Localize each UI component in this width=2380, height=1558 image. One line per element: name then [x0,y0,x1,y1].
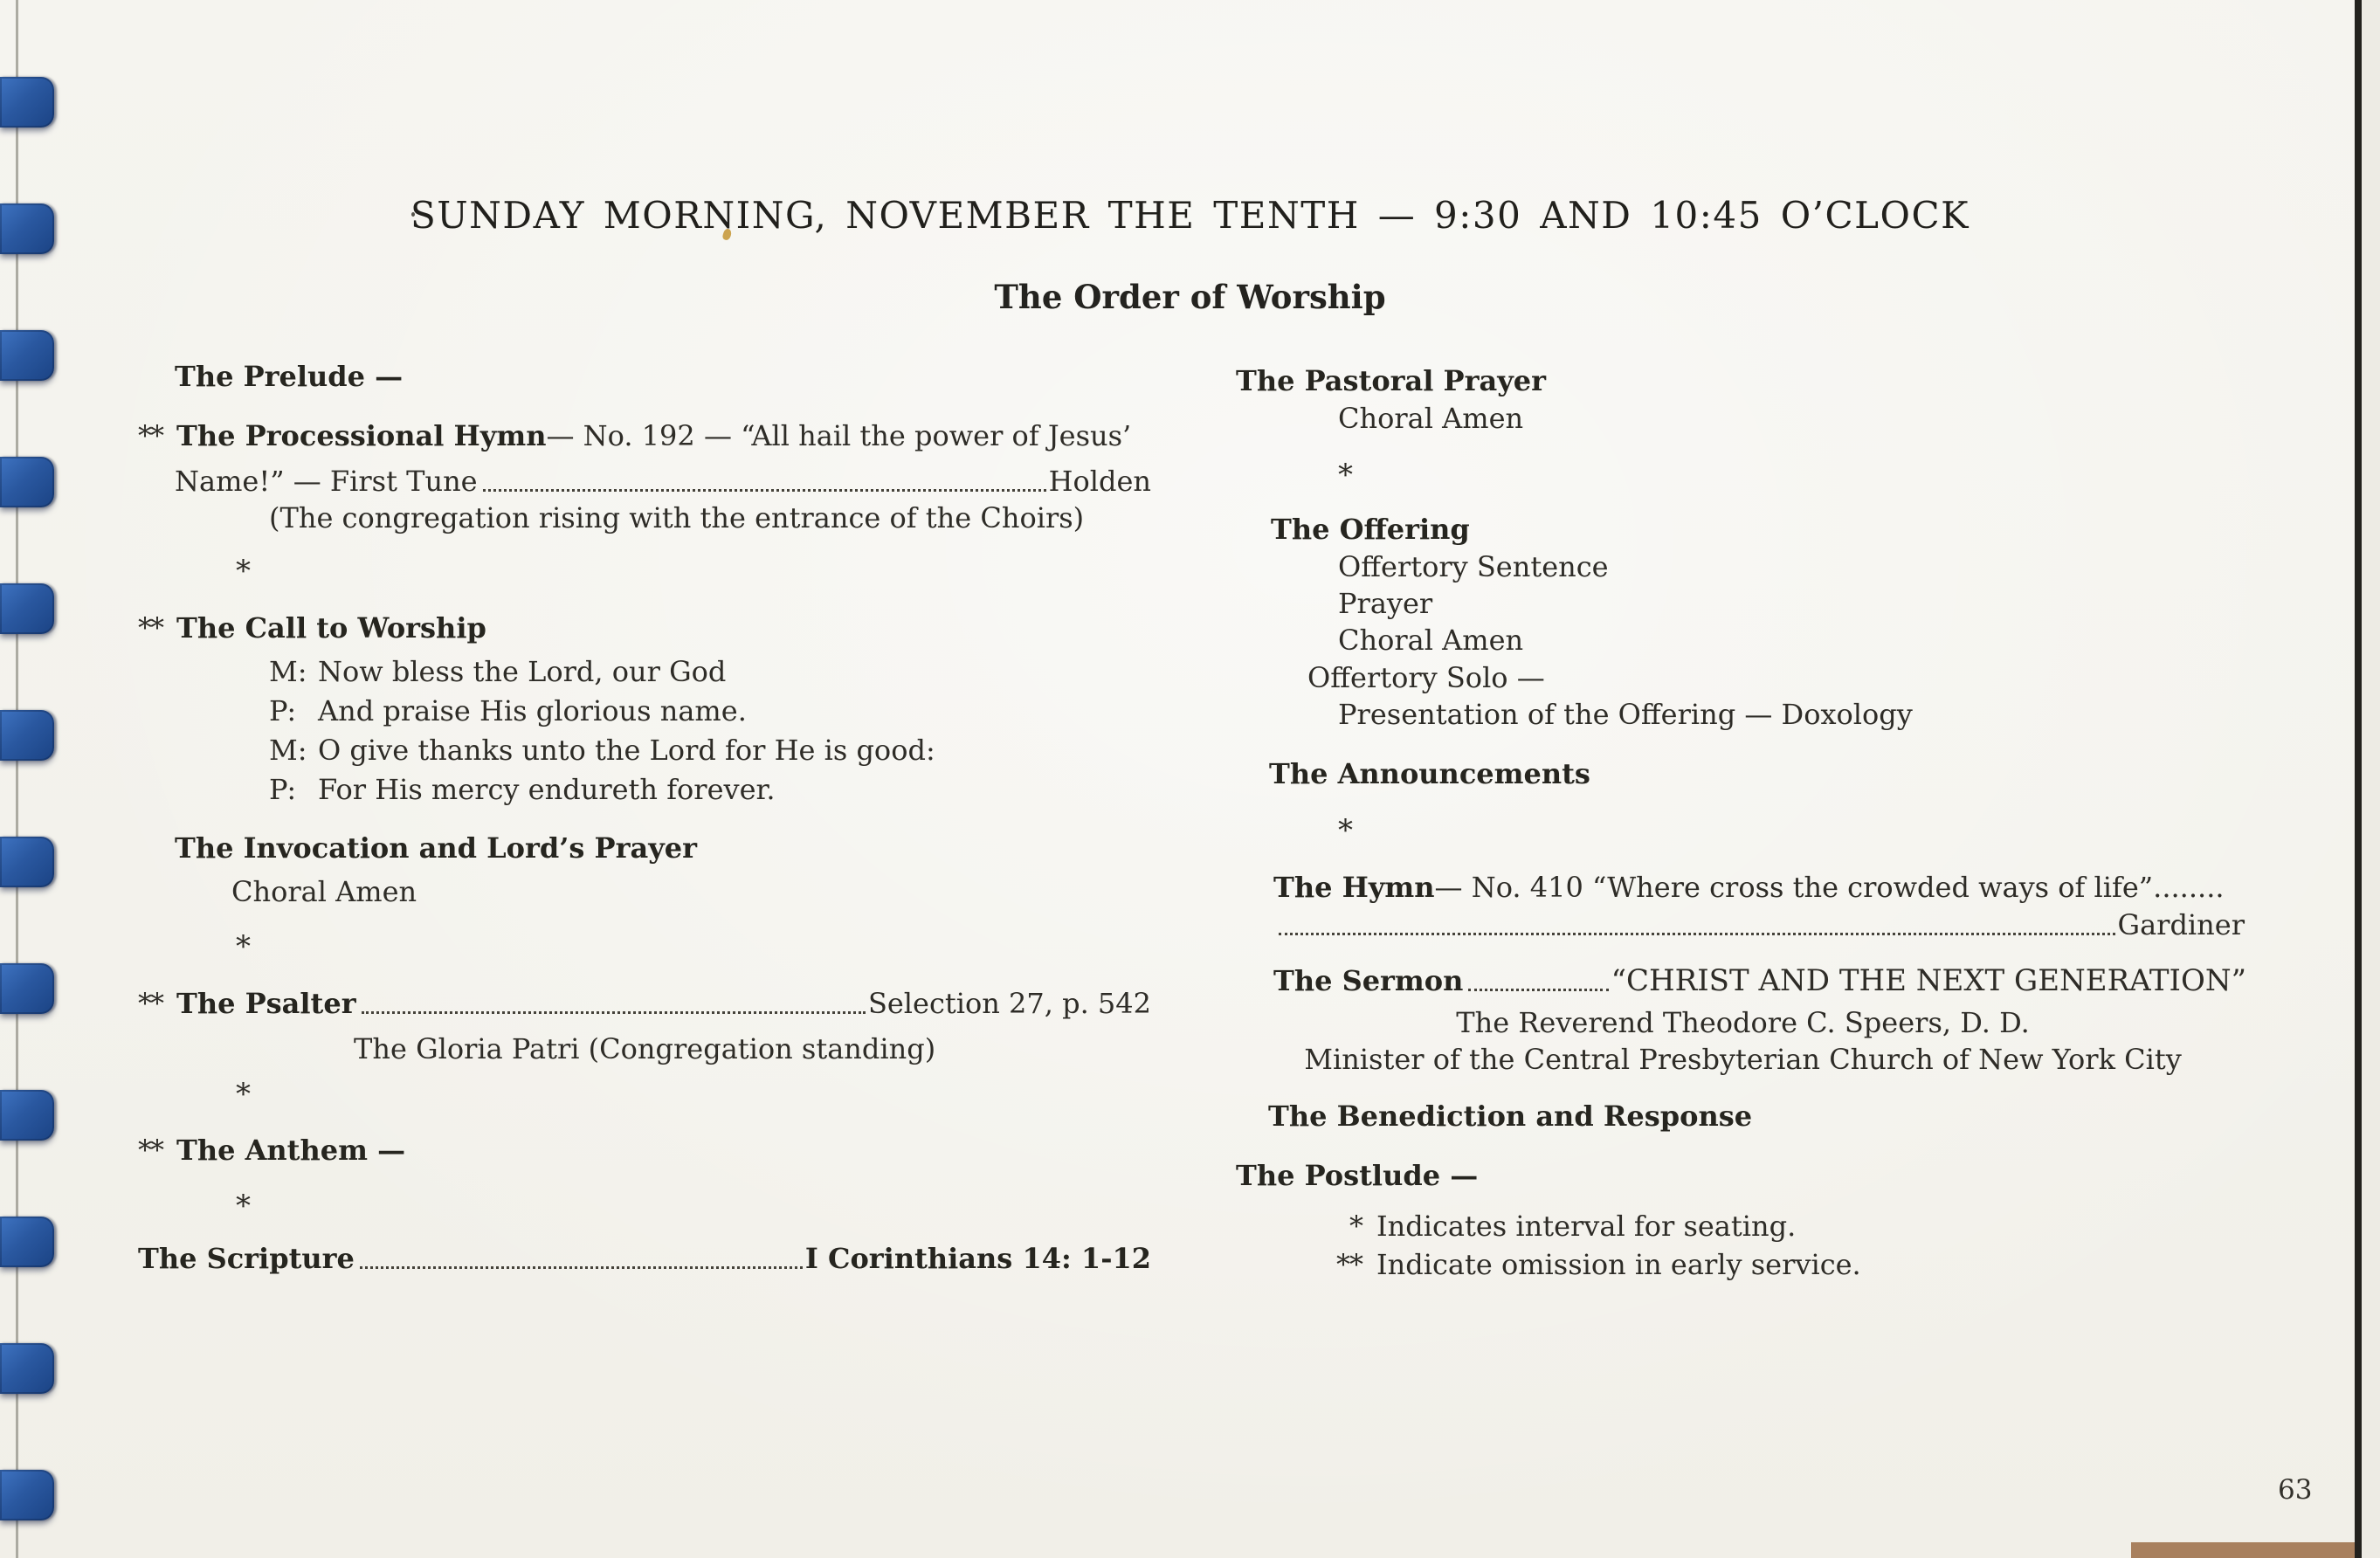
footnote-text: Indicates interval for seating. [1376,1210,1797,1243]
interval-marker: * [236,554,251,589]
dot-leader [1279,933,2115,935]
psalter-heading: The Psalter [176,987,356,1020]
sermon-title: “CHRIST AND THE NEXT GENERATION” [1611,963,2246,998]
postlude-heading: The Postlude — [1236,1159,1479,1192]
responsive-line [269,771,776,808]
processional-hymn-continuation [175,463,1151,500]
omission-marker: ** [138,611,162,645]
sermon-heading: The Sermon [1273,964,1464,997]
offering-item: Choral Amen [1338,624,1524,657]
footnote-marker: ** [1336,1248,1362,1281]
processional-hymn-heading: The Processional Hymn [176,419,547,452]
anthem-line [138,1132,405,1168]
footnote [1317,1208,1796,1244]
responsive-text: O give thanks unto the Lord for He is good: [318,734,935,767]
anthem-heading: The Anthem — [176,1134,406,1167]
dot-leader [1468,989,1608,991]
dot-leader [362,1011,866,1014]
binding-tooth [0,1343,54,1394]
scan-bottom-edge [2131,1542,2355,1558]
call-to-worship-line [138,610,486,646]
psalter-line [138,985,1151,1022]
scripture-line [138,1240,1151,1277]
announcements-heading: The Announcements [1269,757,1590,790]
hymn-composer: Holden [1048,465,1151,498]
hymn-line [1273,869,2246,906]
interval-marker: * [236,1189,251,1224]
binding-tooth [0,330,54,381]
pastoral-prayer-heading: The Pastoral Prayer [1236,364,1547,397]
sermon-minister: Minister of the Central Presbyterian Church of New York City [1304,1043,2182,1076]
interval-marker: * [1338,813,1353,848]
responsive-line [269,732,935,769]
footnote-marker: * [1349,1210,1362,1243]
interval-marker: * [1338,458,1353,493]
interval-marker: * [236,929,251,964]
gloria-patri-note: The Gloria Patri (Congregation standing) [354,1032,936,1065]
service-title: SUNDAY MORNING, NOVEMBER THE TENTH — 9:30 AND 10:45 O’CLOCK [410,194,1970,237]
order-of-worship-heading: The Order of Worship [994,278,1386,316]
offertory-solo: Offertory Solo — [1307,661,1545,694]
footnote-text: Indicate omission in early service. [1376,1248,1861,1281]
binding-tooth [0,1470,54,1520]
hymn-composer: Gardiner [2117,908,2245,941]
speaker-label: M: [269,655,307,688]
speaker-label: M: [269,734,307,767]
call-to-worship-heading: The Call to Worship [176,611,486,645]
binding-tooth [0,583,54,634]
footnote [1317,1246,1861,1283]
speaker-label: P: [269,694,297,727]
dot-leader [360,1266,803,1269]
scripture-heading: The Scripture [138,1242,355,1275]
omission-marker: ** [138,1134,162,1167]
hymn-detail: — No. 410 “Where cross the crowded ways of life”........ [1434,871,2225,904]
presentation-of-offering: Presentation of the Offering — Doxology [1338,698,1913,731]
responsive-line [269,653,726,690]
hymn-composer-line [1273,907,2245,943]
responsive-text: And praise His glorious name. [318,694,747,727]
responsive-text: For His mercy endureth forever. [318,773,776,806]
binding-tooth [0,1090,54,1141]
invocation-heading: The Invocation and Lord’s Prayer [175,831,698,865]
prelude-heading: The Prelude — [175,360,404,393]
speaker-label: P: [269,773,297,806]
binding-tooth [0,837,54,887]
sermon-line [1273,962,2246,999]
processional-hymn-line [138,417,1151,454]
psalter-selection: Selection 27, p. 542 [867,987,1151,1020]
scripture-reference: I Corinthians 14: 1-12 [804,1242,1151,1275]
page-number: 63 [2278,1474,2313,1506]
responsive-line [269,693,747,729]
hymn-heading: The Hymn [1273,871,1435,904]
omission-marker: ** [138,419,162,452]
choral-amen: Choral Amen [1338,402,1524,435]
offering-item: Prayer [1338,587,1433,620]
hymn-first-tune-text: Name!” — First Tune [175,465,478,498]
dot-leader [483,489,1046,492]
benediction-heading: The Benediction and Response [1268,1100,1753,1133]
offering-item: Offertory Sentence [1338,550,1609,583]
binding-tooth [0,77,54,128]
binding-tooth [0,1217,54,1267]
binding-tooth [0,710,54,761]
binding-tooth [0,457,54,507]
sermon-preacher: The Reverend Theodore C. Speers, D. D. [1456,1006,2030,1039]
interval-marker: * [236,1077,251,1112]
binding-tooth [0,963,54,1014]
offering-heading: The Offering [1271,513,1470,546]
congregation-note: (The congregation rising with the entrance of the Choirs) [269,501,1085,534]
omission-marker: ** [138,987,162,1020]
choral-amen: Choral Amen [231,875,417,908]
processional-hymn-detail: — No. 192 — “All hail the power of Jesus’ [546,419,1132,452]
responsive-text: Now bless the Lord, our God [318,655,727,688]
